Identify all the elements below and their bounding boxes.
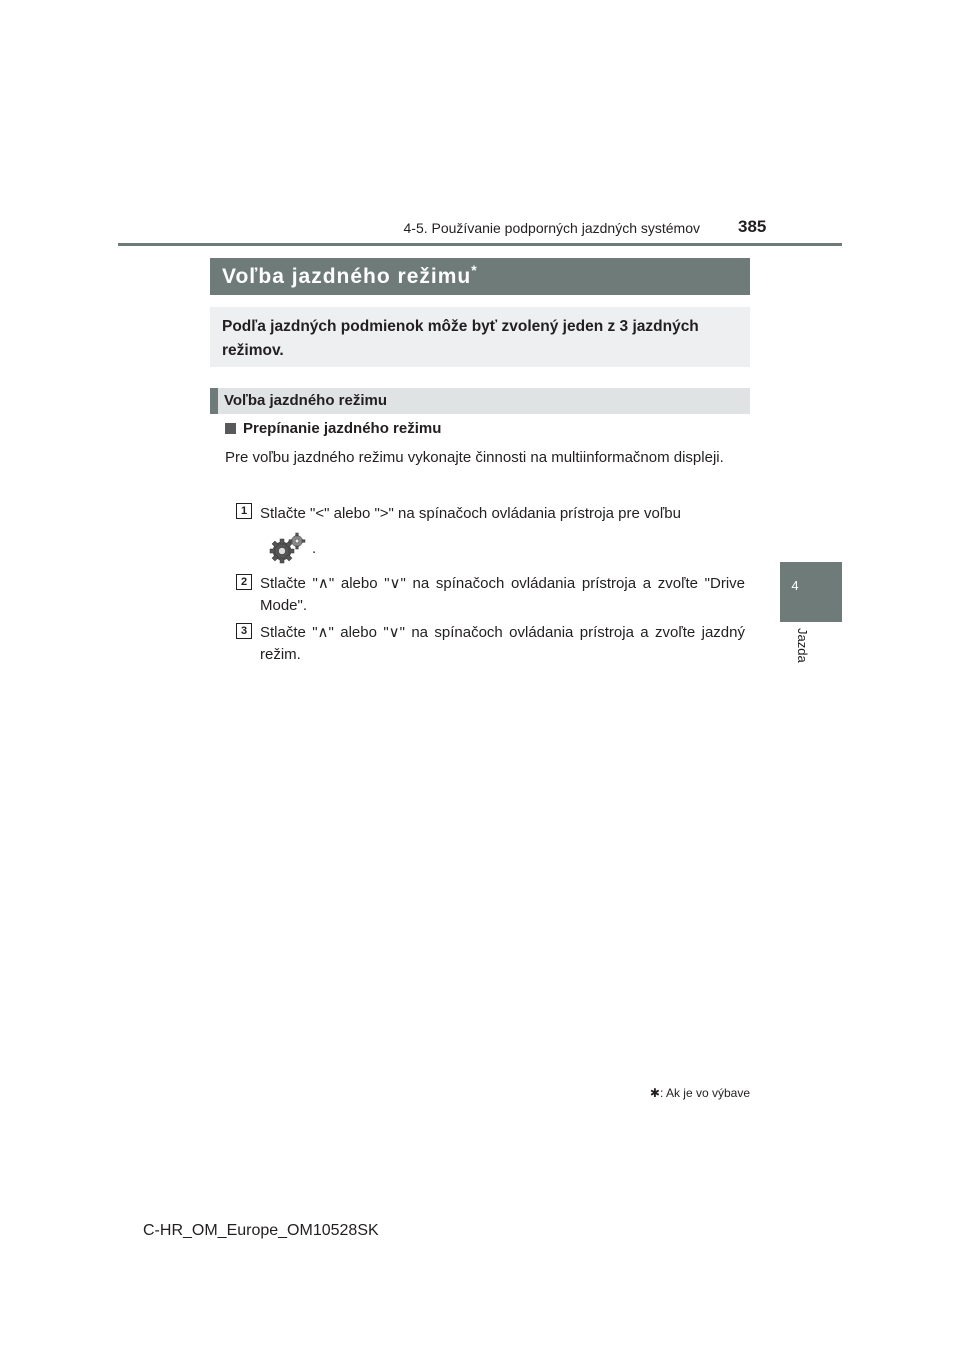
page-title	[222, 262, 478, 289]
footnote: ✱: Ak je vo výbave	[649, 1086, 750, 1100]
step-text: Stlačte "∧" alebo "∨" na spínačoch ovládania prístroja a zvoľte "Drive Mode".	[260, 575, 745, 614]
subheading: Voľba jazdného režimu	[224, 392, 388, 409]
chapter-tab-number: 4	[791, 578, 799, 593]
body-paragraph: Pre voľbu jazdného režimu vykonajte činnosti na multiinformačnom displeji.	[225, 449, 724, 466]
header-divider	[118, 243, 842, 246]
square-bullet-icon	[225, 423, 236, 434]
gear-settings-icon	[268, 532, 308, 564]
step-number: 3	[236, 623, 252, 639]
step-text: Stlačte "<" alebo ">" na spínačoch ovládania prístroja pre voľbu	[260, 505, 681, 522]
step-text: Stlačte "∧" alebo "∨" na spínačoch ovládania prístroja a zvoľte jazdný režim.	[260, 624, 745, 663]
running-header-section: 4-5. Používanie podporných jazdných systémov	[403, 220, 700, 236]
document-code: C-HR_OM_Europe_OM10528SK	[143, 1222, 379, 1239]
bullet-heading: Prepínanie jazdného režimu	[243, 420, 442, 437]
page-number: 385	[738, 217, 767, 236]
chapter-tab-label: Jazda	[795, 628, 810, 663]
page-title-text: Voľba jazdného režimu	[222, 265, 472, 288]
intro-text: Podľa jazdných podmienok môže byť zvolený jeden z 3 jazdných režimov.	[222, 318, 699, 359]
availability-marker: *	[471, 262, 478, 278]
step-number: 1	[236, 503, 252, 519]
step-text-suffix: .	[312, 540, 317, 557]
step-number: 2	[236, 574, 252, 590]
